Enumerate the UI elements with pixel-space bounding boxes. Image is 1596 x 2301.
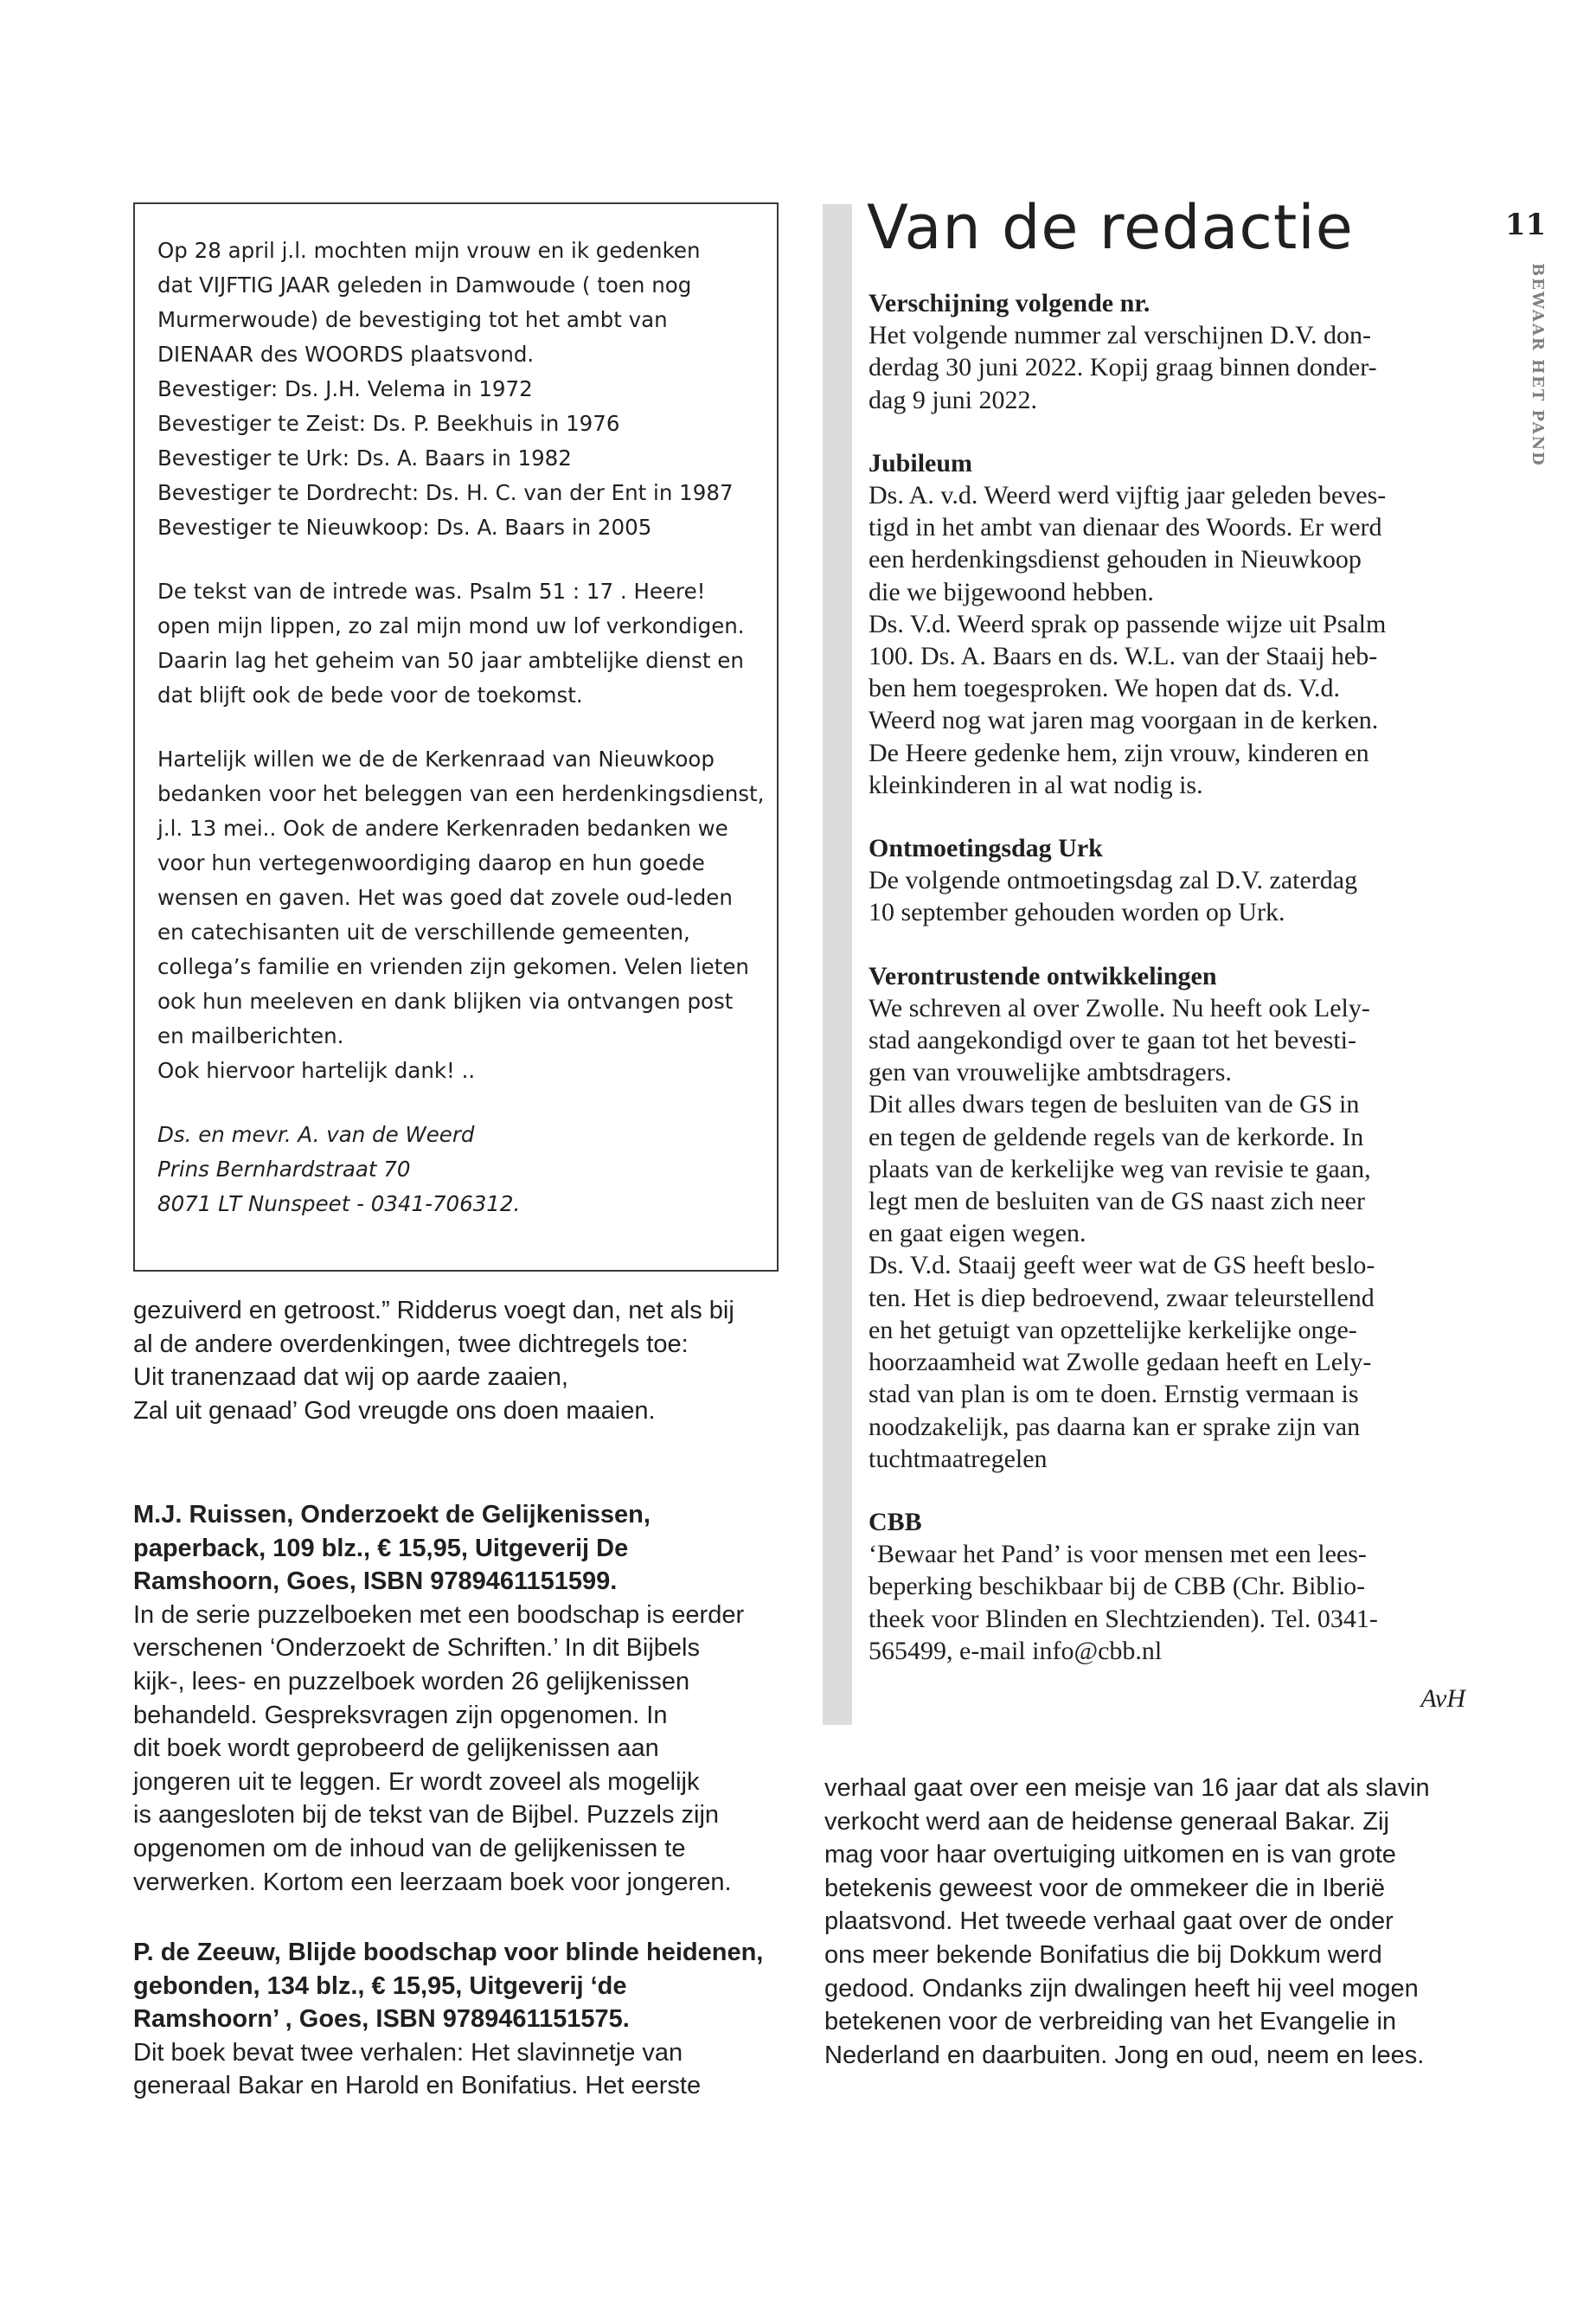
editorial-section bbox=[869, 960, 1474, 1475]
editorial-body bbox=[869, 287, 1474, 1667]
section-line: kleinkinderen in al wat nodig is. bbox=[869, 770, 1203, 799]
section-line: legt men de besluiten van de GS naast zich neer bbox=[869, 1187, 1365, 1216]
letter-line: Murmerwoude) de bevestiging tot het ambt van bbox=[157, 307, 668, 332]
review-heading bbox=[133, 1498, 773, 1599]
text-line: behandeld. Gespreksvragen zijn opgenomen. In bbox=[133, 1701, 668, 1729]
section-heading: Jubileum bbox=[869, 448, 973, 478]
section-line: en gaat eigen wegen. bbox=[869, 1219, 1086, 1248]
text-line: Nederland en daarbuiten. Jong en oud, neem en lees. bbox=[824, 2041, 1425, 2069]
section-line: ten. Het is diep bedroevend, zwaar teleurstellend bbox=[869, 1283, 1375, 1312]
right-continuation bbox=[824, 1772, 1465, 2072]
letter-text bbox=[157, 234, 772, 1221]
letter-line: Op 28 april j.l. mochten mijn vrouw en ik gedenken bbox=[157, 238, 701, 263]
text-line: plaatsvond. Het tweede verhaal gaat over de onder bbox=[824, 1907, 1394, 1936]
text-line: generaal Bakar en Harold en Bonifatius. Het eerste bbox=[133, 2072, 702, 2100]
letter-line: dat VIJFTIG JAAR geleden in Damwoude ( toen nog bbox=[157, 272, 692, 298]
review-body bbox=[133, 1599, 773, 1899]
editorial-section bbox=[869, 1506, 1474, 1667]
letter-box bbox=[133, 202, 779, 1272]
review-body bbox=[133, 2036, 773, 2103]
section-line: die we bijgewoond hebben. bbox=[869, 577, 1154, 606]
section-line: noodzakelijk, pas daarna kan er sprake zijn van bbox=[869, 1412, 1361, 1441]
letter-line: dat blijft ook de bede voor de toekomst. bbox=[157, 683, 583, 708]
text-line: jongeren uit te leggen. Er wordt zoveel als mogelijk bbox=[133, 1767, 700, 1796]
letter-line: en catechisanten uit de verschillende gemeenten, bbox=[157, 920, 690, 945]
section-line: gen van vrouwelijke ambtsdragers. bbox=[869, 1058, 1232, 1087]
editorial-sidebar-bar bbox=[823, 204, 852, 1725]
left-continuation bbox=[133, 1294, 773, 1427]
section-line: beperking beschikbaar bij de CBB (Chr. Biblio- bbox=[869, 1572, 1366, 1601]
text-line: Uit tranenzaad dat wij op aarde zaaien, bbox=[133, 1363, 568, 1392]
review-heading bbox=[133, 1936, 773, 2036]
section-line: ‘Bewaar het Pand’ is voor mensen met een lees- bbox=[869, 1540, 1367, 1569]
section-line: 10 september gehouden worden op Urk. bbox=[869, 898, 1285, 927]
editorial-section bbox=[869, 287, 1474, 416]
heading-line: gebonden, 134 blz., € 15,95, Uitgeverij ‘de bbox=[133, 1971, 627, 2000]
section-line: en het getuigt van opzettelijke kerkelijke onge- bbox=[869, 1315, 1357, 1344]
letter-line: j.l. 13 mei.. Ook de andere Kerkenraden bedanken we bbox=[157, 816, 728, 841]
section-line: Ds. V.d. Staaij geeft weer wat de GS heeft beslo- bbox=[869, 1251, 1375, 1280]
letter-line: Ook hiervoor hartelijk dank! .. bbox=[157, 1058, 476, 1083]
text-line: verkocht werd aan de heidense generaal Bakar. Zij bbox=[824, 1807, 1389, 1836]
letter-line: Bevestiger te Dordrecht: Ds. H. C. van der Ent in 1987 bbox=[157, 480, 734, 505]
book-review-zeeuw bbox=[133, 1936, 773, 2103]
section-line: stad aangekondigd over te gaan tot het bevesti- bbox=[869, 1026, 1356, 1055]
book-review-ruissen bbox=[133, 1498, 773, 1899]
letter-line: Bevestiger te Zeist: Ds. P. Beekhuis in 1976 bbox=[157, 411, 620, 436]
section-line: theek voor Blinden en Slechtzienden). Tel. 0341- bbox=[869, 1604, 1378, 1633]
letter-line: Daarin lag het geheim van 50 jaar ambtelijke dienst en bbox=[157, 648, 744, 673]
letter-line: DIENAAR des WOORDS plaatsvond. bbox=[157, 342, 535, 367]
text-line: ons meer bekende Bonifatius die bij Dokkum werd bbox=[824, 1940, 1382, 1969]
section-line: 100. Ds. A. Baars en ds. W.L. van der Staaij heb- bbox=[869, 642, 1378, 671]
section-line: Het volgende nummer zal verschijnen D.V. don- bbox=[869, 321, 1371, 350]
running-header: BEWAAR HET PAND bbox=[1529, 263, 1547, 467]
text-line: gezuiverd en getroost.” Ridderus voegt dan, net als bij bbox=[133, 1297, 734, 1324]
section-heading: Verschijning volgende nr. bbox=[869, 289, 1151, 317]
letter-paragraph-ordinations bbox=[157, 234, 772, 545]
letter-paragraph-thanks bbox=[157, 742, 772, 1088]
section-heading: Ontmoetingsdag Urk bbox=[869, 834, 1103, 863]
letter-line: ook hun meeleven en dank blijken via ontvangen post bbox=[157, 989, 734, 1014]
signature-line: 8071 LT Nunspeet - 0341-706312. bbox=[157, 1191, 521, 1216]
letter-line: Bevestiger: Ds. J.H. Velema in 1972 bbox=[157, 376, 533, 401]
text-line: In de serie puzzelboeken met een boodschap is eerder bbox=[133, 1600, 745, 1629]
text-line: verhaal gaat over een meisje van 16 jaar dat als slavin bbox=[824, 1774, 1430, 1802]
section-line: hoorzaamheid wat Zwolle gedaan heeft en Lely- bbox=[869, 1348, 1372, 1377]
section-line: tigd in het ambt van dienaar des Woords. Er werd bbox=[869, 513, 1382, 542]
heading-line: P. de Zeeuw, Blijde boodschap voor blinde heidenen, bbox=[133, 1939, 764, 1966]
letter-line: De tekst van de intrede was. Psalm 51 : 17 . Heere! bbox=[157, 579, 706, 604]
letter-line: Hartelijk willen we de de Kerkenraad van Nieuwkoop bbox=[157, 747, 715, 772]
text-line: is aangesloten bij de tekst van de Bijbel. Puzzels zijn bbox=[133, 1801, 720, 1830]
heading-line: Ramshoorn’ , Goes, ISBN 9789461151575. bbox=[133, 2005, 630, 2034]
heading-line: Ramshoorn, Goes, ISBN 9789461151599. bbox=[133, 1567, 618, 1596]
letter-signature bbox=[157, 1118, 772, 1221]
section-line: Weerd nog wat jaren mag voorgaan in de kerken. bbox=[869, 706, 1379, 735]
letter-line: wensen en gaven. Het was goed dat zovele oud-leden bbox=[157, 885, 733, 910]
section-line: Ds. V.d. Weerd sprak op passende wijze uit Psalm bbox=[869, 609, 1387, 638]
section-line: en tegen de geldende regels van de kerkorde. In bbox=[869, 1122, 1364, 1151]
editorial-signature: AvH bbox=[1420, 1684, 1465, 1713]
section-line: tuchtmaatregelen bbox=[869, 1444, 1048, 1473]
section-line: 565499, e-mail info@cbb.nl bbox=[869, 1636, 1163, 1665]
text-line: verwerken. Kortom een leerzaam boek voor jongeren. bbox=[133, 1868, 732, 1896]
text-line: dit boek wordt geprobeerd de gelijkenissen aan bbox=[133, 1734, 659, 1763]
signature-line: Ds. en mevr. A. van de Weerd bbox=[157, 1122, 475, 1147]
letter-line: collega’s familie en vrienden zijn gekomen. Velen lieten bbox=[157, 954, 749, 979]
section-heading: Verontrustende ontwikkelingen bbox=[869, 961, 1217, 990]
text-line: kijk-, lees- en puzzelboek worden 26 gelijkenissen bbox=[133, 1667, 690, 1695]
text-line: Dit boek bevat twee verhalen: Het slavinnetje van bbox=[133, 2038, 683, 2067]
text-line: betekenis geweest voor de ommekeer die in Iberië bbox=[824, 1874, 1386, 1902]
section-line: De volgende ontmoetingsdag zal D.V. zaterdag bbox=[869, 866, 1358, 895]
section-line: derdag 30 juni 2022. Kopij graag binnen donder- bbox=[869, 353, 1377, 382]
editorial-title: Van de redactie bbox=[867, 192, 1354, 263]
letter-paragraph-text bbox=[157, 574, 772, 713]
letter-line: en mailberichten. bbox=[157, 1023, 344, 1048]
section-line: stad van plan is om te doen. Ernstig vermaan is bbox=[869, 1380, 1359, 1409]
text-line: verschenen ‘Onderzoekt de Schriften.’ In dit Bijbels bbox=[133, 1634, 700, 1663]
section-line: We schreven al over Zwolle. Nu heeft ook Lely- bbox=[869, 993, 1370, 1022]
section-line: plaats van de kerkelijke weg van revisie te gaan, bbox=[869, 1154, 1371, 1183]
section-line: Dit alles dwars tegen de besluiten van de GS in bbox=[869, 1090, 1360, 1119]
text-line: gedood. Ondanks zijn dwalingen heeft hij veel mogen bbox=[824, 1974, 1419, 2003]
section-line: een herdenkingsdienst gehouden in Nieuwkoop bbox=[869, 545, 1362, 574]
heading-line: paperback, 109 blz., € 15,95, Uitgeverij De bbox=[133, 1534, 629, 1562]
heading-line: M.J. Ruissen, Onderzoekt de Gelijkenissen, bbox=[133, 1501, 651, 1529]
section-heading: CBB bbox=[869, 1507, 922, 1536]
editorial-section bbox=[869, 832, 1474, 929]
text-line: Zal uit genaad’ God vreugde ons doen maaien. bbox=[133, 1396, 656, 1425]
section-line: De Heere gedenke hem, zijn vrouw, kinderen en bbox=[869, 738, 1369, 767]
text-line: opgenomen om de inhoud van de gelijkenissen te bbox=[133, 1834, 686, 1862]
section-line: dag 9 juni 2022. bbox=[869, 385, 1037, 414]
letter-line: Bevestiger te Urk: Ds. A. Baars in 1982 bbox=[157, 445, 572, 471]
editorial-section bbox=[869, 447, 1474, 801]
section-line: Ds. A. v.d. Weerd werd vijftig jaar geleden beves- bbox=[869, 481, 1387, 510]
signature-line: Prins Bernhardstraat 70 bbox=[157, 1157, 411, 1182]
letter-line: bedanken voor het beleggen van een herdenkingsdienst, bbox=[157, 781, 765, 806]
text-line: al de andere overdenkingen, twee dichtregels toe: bbox=[133, 1330, 689, 1358]
letter-line: open mijn lippen, zo zal mijn mond uw lof verkondigen. bbox=[157, 613, 745, 638]
section-line: ben hem toegesproken. We hopen dat ds. V.d. bbox=[869, 674, 1340, 703]
page-number: 11 bbox=[1505, 208, 1547, 242]
letter-line: voor hun vertegenwoordiging daarop en hun goede bbox=[157, 850, 705, 875]
text-line: betekenen voor de verbreiding van het Evangelie in bbox=[824, 2008, 1397, 2036]
letter-line: Bevestiger te Nieuwkoop: Ds. A. Baars in 2005 bbox=[157, 515, 652, 540]
text-line: mag voor haar overtuiging uitkomen en is van grote bbox=[824, 1841, 1396, 1869]
